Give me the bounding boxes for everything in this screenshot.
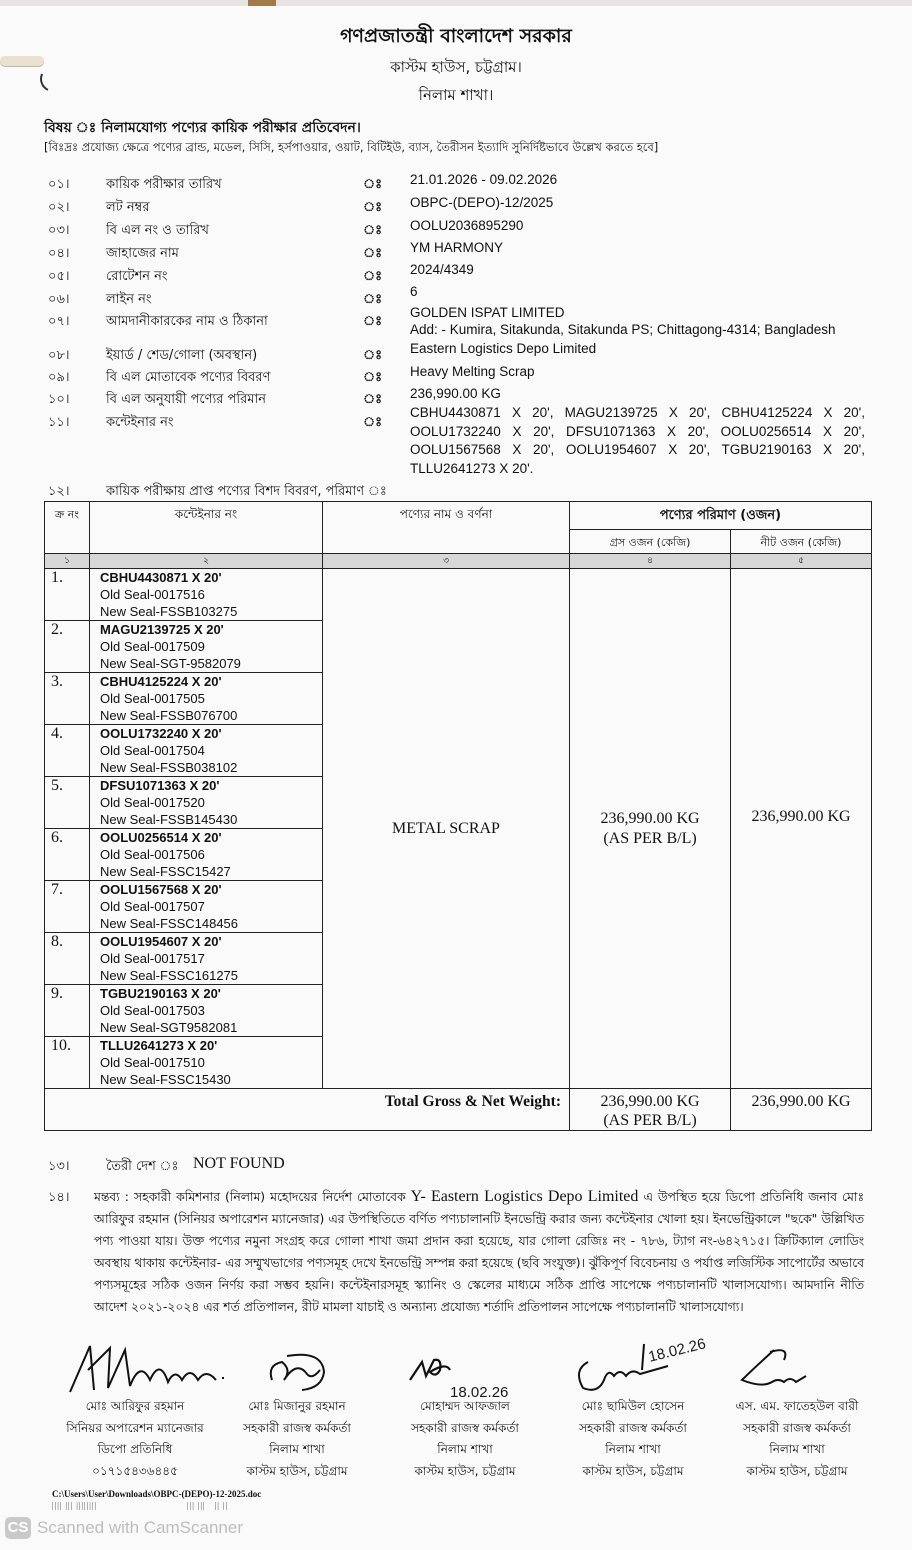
field-number: ০৭। xyxy=(48,314,70,329)
signatory-block xyxy=(50,1340,220,1482)
container-id: OOLU1732240 X 20' xyxy=(100,726,222,741)
signatory-office: কাস্টম হাউস, চট্টগ্রাম xyxy=(414,1463,516,1478)
signatory-title: সহকারী রাজস্ব কর্মকর্তা xyxy=(243,1420,351,1435)
container-cell xyxy=(90,829,323,881)
container-id: TLLU2641273 X 20' xyxy=(100,1038,218,1053)
signatory-unit: ডিপো প্রতিনিধি xyxy=(97,1442,173,1456)
field-separator: ঃ xyxy=(363,200,383,215)
header-quantity: পণ্যের পরিমাণ (ওজন) xyxy=(570,502,872,530)
new-seal: New Seal-FSSC15430 xyxy=(100,1072,231,1087)
field-value-container-numbers: CBHU4430871 X 20', MAGU2139725 X 20', CBHU4125224 X 20', OOLU1732240 X 20', DFSU1071363 X 20', OOLU0256514 X 20', OOLU1567568 X 20', OOLU1954607 X 20', TGBU2190163 X 20', TLLU2641273 X 20'. xyxy=(410,405,865,476)
field-number: ০৮। xyxy=(48,348,70,363)
container-id: OOLU0256514 X 20' xyxy=(100,830,222,845)
signature xyxy=(50,1340,220,1396)
header-serial: ক্র নং xyxy=(45,502,90,554)
signature-scribble-icon xyxy=(712,1340,882,1400)
container-cell xyxy=(90,569,323,621)
field-separator: ঃ xyxy=(363,223,383,238)
field-number: ০৬। xyxy=(48,292,70,307)
field-separator: ঃ xyxy=(363,314,383,329)
field-label: কায়িক পরীক্ষার তারিখ xyxy=(106,177,222,192)
camscanner-text: Scanned with CamScanner xyxy=(37,1518,244,1537)
new-seal: New Seal-FSSB103275 xyxy=(100,604,238,619)
container-id: CBHU4430871 X 20' xyxy=(100,570,222,585)
container-id: MAGU2139725 X 20' xyxy=(100,622,224,637)
total-gross-note: (AS PER B/L) xyxy=(603,1112,697,1129)
field-label: লট নম্বর xyxy=(106,200,150,215)
section-label: কায়িক পরীক্ষায় প্রাপ্ত পণ্যের বিশদ বিবরণ, পরিমাণ ঃ xyxy=(106,484,387,499)
old-seal: Old Seal-0017520 xyxy=(100,795,205,810)
gross-weight-cell xyxy=(570,569,731,1089)
old-seal: Old Seal-0017509 xyxy=(100,639,205,654)
field-label: জাহাজের নাম xyxy=(106,246,179,261)
total-label: Total Gross & Net Weight: xyxy=(45,1089,570,1131)
field-label: লাইন নং xyxy=(106,292,152,307)
container-cell xyxy=(90,1037,323,1089)
scan-edge xyxy=(0,0,912,6)
row-number: 2. xyxy=(45,621,90,673)
field-number: ১০। xyxy=(48,392,70,407)
field-value-exam-date: 21.01.2026 - 09.02.2026 xyxy=(410,172,558,187)
field-value-importer-name: GOLDEN ISPAT LIMITED xyxy=(410,305,565,320)
field-separator: ঃ xyxy=(363,370,383,385)
column-number: ৫ xyxy=(731,554,872,569)
signatory-block xyxy=(548,1335,718,1482)
camscanner-logo-icon: CS xyxy=(5,1517,31,1539)
column-number-row xyxy=(45,554,872,569)
signatory-block xyxy=(212,1340,382,1482)
new-seal: New Seal-SGT9582081 xyxy=(100,1020,238,1035)
signature-date: 18.02.26 xyxy=(450,1384,509,1401)
header-container: কন্টেইনার নং xyxy=(90,502,323,554)
signatory-title: সহকারী রাজস্ব কর্মকর্তা xyxy=(743,1420,851,1435)
column-number: ১ xyxy=(45,554,90,569)
field-separator: ঃ xyxy=(363,177,383,192)
field-label: বি এল অনুযায়ী পণ্যের পরিমান xyxy=(106,392,266,407)
field-number: ০৪। xyxy=(48,246,70,261)
section-number: ১২। xyxy=(48,484,70,499)
new-seal: New Seal-FSSC161275 xyxy=(100,968,239,983)
section-number: ১৩। xyxy=(48,1159,70,1174)
signatory-name: মোঃ ছামিউল হোসেন xyxy=(581,1399,685,1413)
signatory-phone: ০১৭১৫৪৩৬৪৪৫ xyxy=(92,1463,178,1478)
signature xyxy=(712,1340,882,1396)
signatory-unit: নিলাম শাখা xyxy=(605,1442,661,1456)
field-separator: ঃ xyxy=(363,392,383,407)
field-label: বি এল নং ও তারিখ xyxy=(106,223,209,238)
signatory-name: মোহাম্মদ আফজাল xyxy=(420,1399,510,1413)
field-value-vessel-name: YM HARMONY xyxy=(410,240,504,255)
old-seal: Old Seal-0017517 xyxy=(100,951,205,966)
field-value-bl-number: OOLU2036895290 xyxy=(410,218,524,233)
row-number: 4. xyxy=(45,725,90,777)
field-separator: ঃ xyxy=(363,348,383,363)
header-description: পণ্যের নাম ও বর্ণনা xyxy=(323,502,570,554)
column-number: ৩ xyxy=(323,554,570,569)
signatory-office: কাস্টম হাউস, চট্টগ্রাম xyxy=(246,1463,348,1478)
signatory-name: মোঃ মিজানুর রহমান xyxy=(248,1399,346,1413)
old-seal: Old Seal-0017510 xyxy=(100,1055,205,1070)
signature-date: 18.02.26 xyxy=(646,1335,708,1366)
new-seal: New Seal-FSSC148456 xyxy=(100,916,239,931)
remarks-intro: মন্তব্য : সহকারী কমিশনার (নিলাম) মহোদয়ের নির্দেশ মোতাবেক xyxy=(94,1190,406,1204)
origin-label: তৈরী দেশ ঃ xyxy=(106,1159,179,1174)
field-value-yard-location: Eastern Logistics Depo Limited xyxy=(410,341,597,356)
signature xyxy=(380,1340,550,1401)
container-cell xyxy=(90,777,323,829)
field-separator: ঃ xyxy=(363,292,383,307)
row-number: 5. xyxy=(45,777,90,829)
remarks-body: এ উপস্থিত হয়ে ডিপো প্রতিনিধি জনাব মোঃ আরিফুর রহমান (সিনিয়র অপারেশন ম্যানেজার) এর উপস্থিতিতে বর্ণিত পণ্যচালানটি ইনভেন্ট্রি করার জন্য কন্টেইনার খোলা হয়। ইনভেন্ট্রিকালে "ছকে" উল্লিখিত পণ্য পাওয়া যায়। উক্ত পণ্যের নমুনা সংগ্রহ করে গোলা শাখা জমা প্রদান করা হয়েছে, যার গোলা রেজিঃ নং - ৭৮৬, ট্যাগ নং-৬৪২৭১৫। ক্রিটিক্যাল লোডিং অবস্থায় থাকায় কন্টেইনার- এর সম্মুখভাগের পণ্যসমূহ দেখে ইনভেন্ট্রি সম্পন্ন করা হয়েছে (ছবি সংযুক্ত)। ঝুঁকিপূর্ণ বিবেচনায় ও পর্যাপ্ত লজিস্টিক সাপোর্টের অভাবে পণ্যসমূহের সঠিক ওজন নির্ণয় করা সম্ভব হয়নি। কন্টেইনারসমূহ স্ক্যানিং ও স্কেলের মাধ্যমে সঠিক প্রাপ্তি সাপেক্ষে পণ্যচালানটি খালাসযোগ্য। আমদানি নীতি আদেশ ২০২১-২০২৪ এর শর্ত প্রতিপালন, রীট মামলা যাচাই ও অন্যান্য প্রযোজ্য শর্তাদি প্রতিপালন সাপেক্ষে পণ্যচালানটি খালাসযোগ্য। xyxy=(94,1190,864,1314)
field-number: ০৯। xyxy=(48,370,70,385)
table-row xyxy=(45,569,872,621)
section-13-origin xyxy=(48,1155,285,1178)
signatory-unit: নিলাম শাখা xyxy=(769,1442,825,1456)
row-number: 3. xyxy=(45,673,90,725)
subject-line: বিষয় ঃ নিলামযোগ্য পণ্যের কায়িক পরীক্ষার প্রতিবেদন। xyxy=(44,120,361,136)
remarks-depot: Y- Eastern Logistics Depo Limited xyxy=(410,1188,639,1205)
footer-residue: |||| ||| |||||||| ||| ||| || || xyxy=(52,1501,229,1510)
field-value-importer-address: Add: - Kumira, Sitakunda, Sitakunda PS; Chittagong-4314; Bangladesh xyxy=(410,322,836,337)
header-net-weight: নীট ওজন (কেজি) xyxy=(731,530,872,554)
container-id: OOLU1567568 X 20' xyxy=(100,882,222,897)
new-seal: New Seal-FSSC15427 xyxy=(100,864,231,879)
signature xyxy=(212,1340,382,1396)
row-number: 10. xyxy=(45,1037,90,1089)
note-line: [বিঃদ্রঃ প্রযোজ্য ক্ষেত্রে পণ্যের ব্রান্ড, মডেল, সিসি, হর্সপাওয়ার, ওয়াট, বিটিইউ, ব্যাস, তৈরীসন ইত্যাদি সুনির্দিষ্টভাবে উল্লেখ করতে হবে] xyxy=(44,140,659,154)
office-title: কাস্টম হাউস, চট্টগ্রাম। xyxy=(390,58,522,76)
container-id: OOLU1954607 X 20' xyxy=(100,934,222,949)
binder-clip xyxy=(248,0,276,6)
signatory-title: সহকারী রাজস্ব কর্মকর্তা xyxy=(579,1420,687,1435)
container-cell xyxy=(90,725,323,777)
new-seal: New Seal-FSSB145430 xyxy=(100,812,238,827)
row-number: 6. xyxy=(45,829,90,881)
signatory-block xyxy=(712,1340,882,1482)
signatory-office: কাস্টম হাউস, চট্টগ্রাম xyxy=(746,1463,848,1478)
signatory-name: মোঃ আরিফুর রহমান xyxy=(85,1399,185,1413)
total-net-weight: 236,990.00 KG xyxy=(731,1089,872,1131)
container-id: CBHU4125224 X 20' xyxy=(100,674,222,689)
field-number: ০২। xyxy=(48,200,70,215)
old-seal: Old Seal-0017507 xyxy=(100,899,205,914)
field-number: ০১। xyxy=(48,177,70,192)
signatory-block xyxy=(380,1340,550,1482)
camscanner-watermark xyxy=(5,1517,243,1539)
signatory-title: সিনিয়র অপারেশন ম্যানেজার xyxy=(66,1420,204,1435)
total-gross-weight: 236,990.00 KG xyxy=(600,1093,700,1110)
field-value-rotation-number: 2024/4349 xyxy=(410,262,474,277)
row-number: 1. xyxy=(45,569,90,621)
total-row xyxy=(45,1089,872,1131)
new-seal: New Seal-FSSB076700 xyxy=(100,708,238,723)
net-weight-cell xyxy=(731,569,872,1089)
field-number: ০৫। xyxy=(48,269,70,284)
old-seal: Old Seal-0017516 xyxy=(100,587,205,602)
container-id: DFSU1071363 X 20' xyxy=(100,778,220,793)
field-value-line-number: 6 xyxy=(410,284,418,299)
field-value-goods-quantity: 236,990.00 KG xyxy=(410,386,501,401)
signatory-title: সহকারী রাজস্ব কর্মকর্তা xyxy=(411,1420,519,1435)
goods-description: METAL SCRAP xyxy=(323,569,570,1089)
container-cell xyxy=(90,621,323,673)
old-seal: Old Seal-0017503 xyxy=(100,1003,205,1018)
branch-title: নিলাম শাখা। xyxy=(418,86,494,104)
new-seal: New Seal-SGT-9582079 xyxy=(100,656,241,671)
field-label: কন্টেইনার নং xyxy=(106,415,174,430)
signature xyxy=(548,1335,718,1396)
field-number: ০৩। xyxy=(48,223,70,238)
net-weight: 236,990.00 KG xyxy=(751,807,851,825)
file-path: C:\Users\User\Downloads\OBPC-(DEPO)-12-2025.doc xyxy=(52,1489,262,1499)
inspection-table xyxy=(44,501,872,1131)
signatory-name: এস. এম. ফাতেহউল বারী xyxy=(735,1399,859,1413)
field-separator: ঃ xyxy=(363,415,383,430)
field-value-goods-description: Heavy Melting Scrap xyxy=(410,364,535,379)
signatory-unit: নিলাম শাখা xyxy=(269,1442,325,1456)
row-number: 8. xyxy=(45,933,90,985)
field-label: রোটেশন নং xyxy=(106,269,168,284)
field-label: ইয়ার্ড / শেড/গোলা (অবস্থান) xyxy=(106,348,258,363)
row-number: 9. xyxy=(45,985,90,1037)
field-number: ১১। xyxy=(48,415,70,430)
column-number: ২ xyxy=(90,554,323,569)
container-cell xyxy=(90,933,323,985)
field-separator: ঃ xyxy=(363,269,383,284)
signature-scribble-icon xyxy=(212,1340,382,1400)
old-seal: Old Seal-0017505 xyxy=(100,691,205,706)
container-id: TGBU2190163 X 20' xyxy=(100,986,221,1001)
signatory-office: কাস্টম হাউস, চট্টগ্রাম xyxy=(582,1463,684,1478)
signatory-unit: নিলাম শাখা xyxy=(437,1442,493,1456)
total-gross-cell xyxy=(570,1089,731,1131)
remarks-paragraph xyxy=(94,1186,864,1318)
gross-weight-note: (AS PER B/L) xyxy=(603,829,697,847)
container-cell xyxy=(90,985,323,1037)
header-gross-weight: গ্রস ওজন (কেজি) xyxy=(570,530,731,554)
old-seal: Old Seal-0017504 xyxy=(100,743,205,758)
old-seal: Old Seal-0017506 xyxy=(100,847,205,862)
field-label: বি এল মোতাবেক পণ্যের বিবরণ xyxy=(106,370,271,385)
gross-weight: 236,990.00 KG xyxy=(600,809,700,827)
section-14-number: ১৪। xyxy=(48,1190,70,1205)
field-label: আমদানীকারকের নাম ও ঠিকানা xyxy=(106,314,268,329)
government-title: গণপ্রজাতন্ত্রী বাংলাদেশ সরকার xyxy=(340,25,572,47)
origin-value: NOT FOUND xyxy=(193,1155,285,1172)
column-number: ৪ xyxy=(570,554,731,569)
section-12-heading xyxy=(48,482,387,503)
row-number: 7. xyxy=(45,881,90,933)
field-separator: ঃ xyxy=(363,246,383,261)
container-cell xyxy=(90,673,323,725)
field-value-lot-number: OBPC-(DEPO)-12/2025 xyxy=(410,195,554,210)
new-seal: New Seal-FSSB038102 xyxy=(100,760,238,775)
container-cell xyxy=(90,881,323,933)
